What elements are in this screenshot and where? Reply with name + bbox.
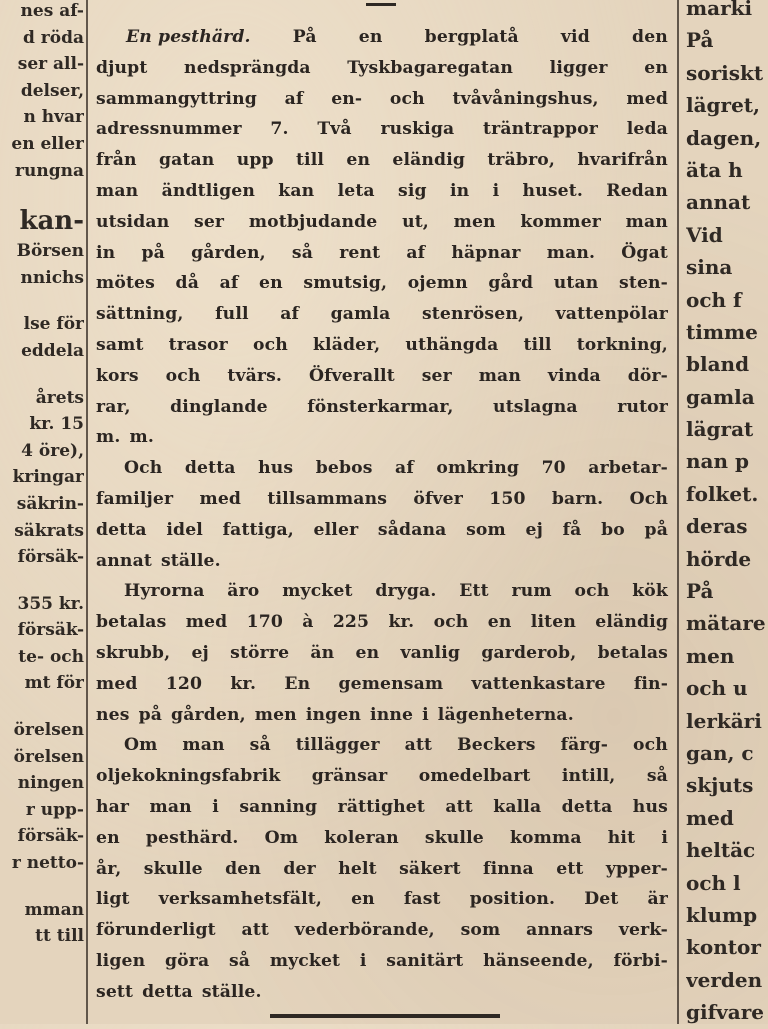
article-line: detta idel fattiga, eller sådana som ej få bo på — [96, 519, 668, 540]
article-line: sett detta ställe. — [96, 981, 262, 1002]
article-line: ligt verksamhetsfält, en fast position. Det är — [96, 889, 668, 910]
right-column-fragment-line: gan, c — [686, 740, 754, 765]
left-column-fragment-line: n hvar — [23, 107, 84, 128]
right-column-fragment-line: soriskt — [686, 60, 764, 85]
left-column-fragment-line: försäk- — [17, 547, 84, 568]
left-column-fragment-line: säkrin- — [16, 493, 84, 514]
left-column-fragment-line: kringar — [12, 467, 84, 488]
right-column-fragment-line: nan p — [686, 449, 749, 474]
left-column-fragment-line — [0, 291, 84, 311]
left-column-fragment-line: Börsen — [16, 241, 84, 262]
right-column-fragment-line: På — [686, 579, 714, 604]
left-column-fragment-line: kan- — [19, 206, 84, 237]
article-line: Hyrorna äro mycket dryga. Ett rum och kök — [124, 581, 668, 602]
right-column-fragment-line: men — [686, 643, 735, 668]
right-column-fragment-line: med — [686, 805, 734, 830]
left-column-fragment-line: mman — [24, 899, 84, 920]
right-column-fragment-line: och f — [686, 287, 742, 312]
article-line: rar, dinglande fönsterkarmar, utslagna rutor — [96, 396, 668, 417]
article-line: sammangyttring af en- och tvåvåningshus, med — [96, 88, 668, 109]
left-column-fragment-line: örelsen — [13, 720, 84, 741]
left-column-fragment-line: te- och — [18, 646, 84, 667]
left-column-fragment-line — [0, 697, 84, 717]
left-column-fragment-line: r upp- — [25, 799, 84, 820]
left-column-fragment-line: örelsen — [13, 746, 84, 767]
right-column-fragment-line: annat — [686, 190, 751, 215]
right-column-fragment-line: sina — [686, 255, 733, 280]
right-column-fragment-line: äta h — [686, 157, 743, 182]
left-column-fragment-line: 4 öre), — [21, 440, 84, 461]
left-column-fragment-line: lse för — [23, 314, 84, 335]
article-line: utsidan ser motbjudande ut, men kommer man — [96, 211, 668, 232]
article-line: man ändtligen kan leta sig in i huset. Redan — [96, 180, 668, 201]
left-column-fragment-line: försäk- — [17, 620, 84, 641]
left-column-fragment-line: ser all- — [17, 54, 84, 75]
article-line: Och detta hus bebos af omkring 70 arbetar- — [124, 458, 668, 479]
column-rule-left — [86, 0, 88, 1024]
right-column-fragment — [686, 0, 768, 1029]
column-rule-right — [677, 0, 679, 1024]
right-column-fragment-line: deras — [686, 514, 748, 539]
article-line: mötes då af en smutsig, ojemn gård utan sten- — [96, 273, 668, 294]
article-line: annat ställe. — [96, 550, 221, 571]
article-line: år, skulle den der helt säkert finna ett ypper- — [96, 858, 668, 879]
right-column-fragment-line: timme — [686, 319, 758, 344]
left-column-fragment-line: mt för — [24, 673, 84, 694]
right-column-fragment-line: lerkäri — [686, 708, 762, 733]
right-column-fragment-line: På — [686, 28, 714, 53]
right-column-fragment-line: kontor — [686, 935, 761, 960]
right-column-fragment-line: klump — [686, 902, 758, 927]
left-column-fragment-line: kr. 15 — [29, 414, 84, 435]
article-line: nes på gården, men ingen inne i lägenheterna. — [96, 704, 574, 725]
right-column-fragment-line: gamla — [686, 384, 755, 409]
article-body — [96, 22, 668, 1008]
right-column-fragment-line: mätare — [686, 611, 766, 636]
left-column-fragment-line — [0, 571, 84, 591]
left-column-fragment-line: d röda — [22, 27, 84, 48]
left-column-fragment-line: 355 kr. — [17, 593, 84, 614]
article-line: har man i sanning rättighet att kalla detta hus — [96, 796, 668, 817]
article-line: betalas med 170 à 225 kr. och en liten eländig — [96, 612, 668, 633]
article-line: m. m. — [96, 427, 154, 448]
article-line: En pesthärd. På en bergplatå vid den — [96, 22, 668, 53]
article-line: oljekokningsfabrik gränsar omedelbart intill, så — [96, 766, 668, 787]
article-line: samt trasor och kläder, uthängda till torkning, — [96, 334, 668, 355]
left-column-fragment-line: r netto- — [11, 853, 84, 874]
article-line: kors och tvärs. Öfverallt ser man vinda dör- — [96, 365, 668, 386]
section-divider-bottom — [270, 1014, 500, 1018]
article-line: skrubb, ej större än en vanlig garderob, betalas — [96, 642, 668, 663]
section-divider-top — [366, 3, 396, 6]
left-column-fragment-line — [0, 877, 84, 897]
left-column-fragment-line: försäk- — [17, 826, 84, 847]
left-column-fragment-line: årets — [35, 387, 84, 408]
right-column-fragment-line: och l — [686, 870, 741, 895]
article-line: sättning, full af gamla stenrösen, vattenpölar — [96, 304, 668, 325]
left-column-fragment-line: nnichs — [20, 267, 84, 288]
right-column-fragment-line: marki — [686, 0, 753, 20]
right-column-fragment-line: verden — [686, 967, 763, 992]
article-line: Om man så tillägger att Beckers färg- och — [124, 735, 668, 756]
left-column-fragment-line — [0, 184, 84, 204]
article-line: djupt nedsprängda Tyskbagaregatan ligger en — [96, 57, 668, 78]
right-column-fragment-line: skjuts — [686, 773, 754, 798]
article-line: ligen göra så mycket i sanitärt hänseende, förbi- — [96, 950, 668, 971]
right-column-fragment-line: bland — [686, 352, 750, 377]
left-column-fragment-line: rungna — [15, 160, 84, 181]
left-column-fragment-line: tt till — [35, 926, 84, 947]
left-column-fragment-line: eddela — [21, 340, 84, 361]
right-column-fragment-line: lägrat — [686, 417, 754, 442]
right-column-fragment-line: folket. — [686, 481, 759, 506]
left-column-fragment-line: nes af- — [20, 1, 84, 21]
article-title: En pesthärd. — [126, 27, 251, 47]
article-line: från gatan upp till en eländig träbro, hvarifrån — [96, 150, 668, 171]
left-column-fragment-line — [0, 365, 84, 385]
left-column-fragment-line: en eller — [11, 133, 84, 154]
article-line: med 120 kr. En gemensam vattenkastare fin- — [96, 673, 668, 694]
article-line: adressnummer 7. Två ruskiga träntrappor leda — [96, 119, 668, 140]
article-line: in på gården, så rent af häpnar man. Ögat — [96, 242, 668, 263]
right-column-fragment-line: och u — [686, 676, 748, 701]
article-line: förunderligt att vederbörande, som annars verk- — [96, 920, 668, 941]
article-line: en pesthärd. Om koleran skulle komma hit i — [96, 827, 668, 848]
right-column-fragment-line: Vid — [686, 222, 723, 247]
right-column-fragment-line: hörde — [686, 546, 752, 571]
left-column-fragment — [0, 0, 84, 950]
right-column-fragment-line: lägret, — [686, 93, 761, 118]
right-column-fragment-line: dagen, — [686, 125, 762, 150]
right-column-fragment-line: gifvare — [686, 1000, 765, 1025]
left-column-fragment-line: säkrats — [14, 520, 84, 541]
left-column-fragment-line: ningen — [17, 773, 84, 794]
article-line: familjer med tillsammans öfver 150 barn. Och — [96, 488, 668, 509]
right-column-fragment-line: heltäc — [686, 838, 756, 863]
left-column-fragment-line: delser, — [20, 80, 84, 101]
